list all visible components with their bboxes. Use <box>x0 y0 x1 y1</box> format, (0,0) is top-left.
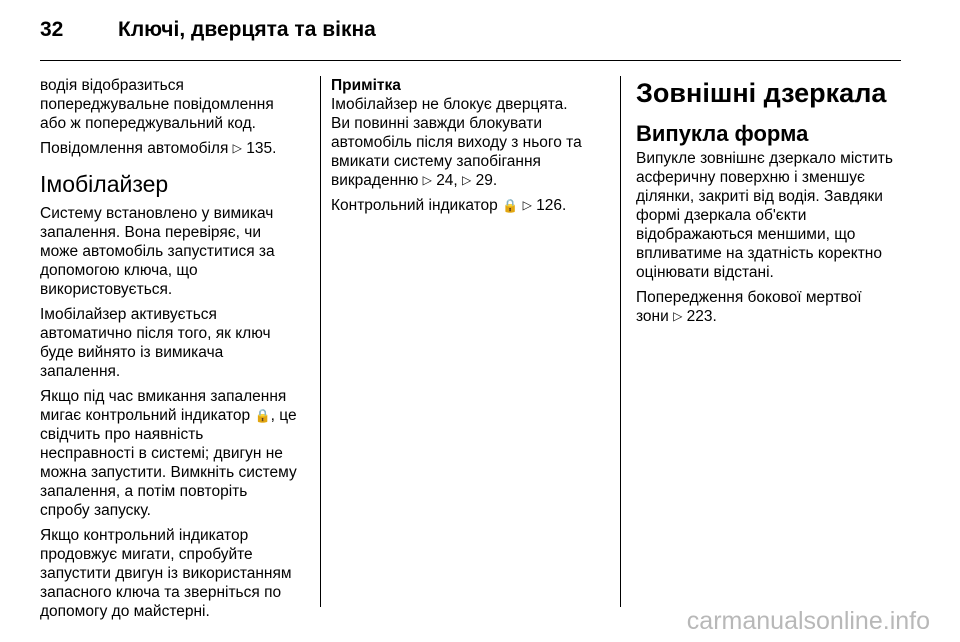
section-heading-mirrors: Зовнішні дзеркала <box>636 78 887 108</box>
watermark: carmanualsonline.info <box>686 607 930 635</box>
paragraph-vehicle-messages: Повідомлення автомобіля ▷ 135. <box>40 140 277 157</box>
page-title: Ключі, дверцята та вікна <box>118 18 376 41</box>
column-3 <box>636 76 904 332</box>
paragraph: водія відобразиться попереджувальне повідомлення або ж попереджувальний код. <box>40 77 274 132</box>
page-ref-link[interactable]: 29. <box>475 172 498 189</box>
page-ref-triangle-icon: ▷ <box>462 173 472 187</box>
header-divider <box>40 60 901 61</box>
column-divider <box>620 76 621 607</box>
column-2 <box>331 76 606 221</box>
page-ref-triangle-icon: ▷ <box>522 198 532 212</box>
page-ref-link[interactable]: 126. <box>536 197 567 214</box>
paragraph: Випукле зовнішнє дзеркало містить асферичну поверхню і зменшує ділянки, закриті від водія. Завдяки формі дзеркала об'єкти відображаються меншими, що впливатиме на здатність коректно оцінювати відстані. <box>636 150 893 281</box>
immobilizer-lamp-icon: 🔒 <box>254 408 271 423</box>
paragraph-indicator-blink: Якщо під час вмикання запалення мигає контрольний індикатор 🔒, це свідчить про наявність несправності в системі; двигун не можна запустити. Вимкніть систему запалення, а потім повторіть спробу запуску. <box>40 388 297 519</box>
page-ref-link[interactable]: 24, <box>436 172 463 189</box>
note-title: Примітка <box>331 77 401 94</box>
paragraph-blind-spot: Попередження бокової мертвої зони ▷ 223. <box>636 289 862 325</box>
page-ref-triangle-icon: ▷ <box>422 173 432 187</box>
column-1 <box>40 76 312 627</box>
subsection-heading-convex: Випукла форма <box>636 121 809 146</box>
paragraph: Якщо контрольний індикатор продовжує мигати, спробуйте запустити двигун із використанням запасного ключа та зверніться по допомогу до майстерні. <box>40 527 292 620</box>
paragraph: Систему встановлено у вимикач запалення. Вона перевіряє, чи може автомобіль запуститися за допомогою ключа, що використовується. <box>40 205 275 298</box>
immobilizer-lamp-icon: 🔒 <box>502 198 519 213</box>
page-ref-triangle-icon: ▷ <box>673 309 683 323</box>
page-ref-link[interactable]: 223. <box>686 308 717 325</box>
page-number: 32 <box>40 18 64 41</box>
paragraph: Імобілайзер активується автоматично після того, як ключ буде вийнято із вимикача запалення. <box>40 306 271 380</box>
page-ref-triangle-icon: ▷ <box>232 141 242 155</box>
page-ref-link[interactable]: 135. <box>246 140 277 157</box>
note-box: Примітка Імобілайзер не блокує дверцята. Ви повинні завжди блокувати автомобіль після виходу з нього та вмикати систему запобігання викраденню ▷ 24, ▷ 29. <box>331 76 606 190</box>
column-divider <box>320 76 321 607</box>
section-heading-immobilizer: Імобілайзер <box>40 171 169 197</box>
paragraph-indicator-ref: Контрольний індикатор 🔒 ▷ 126. <box>331 197 567 214</box>
